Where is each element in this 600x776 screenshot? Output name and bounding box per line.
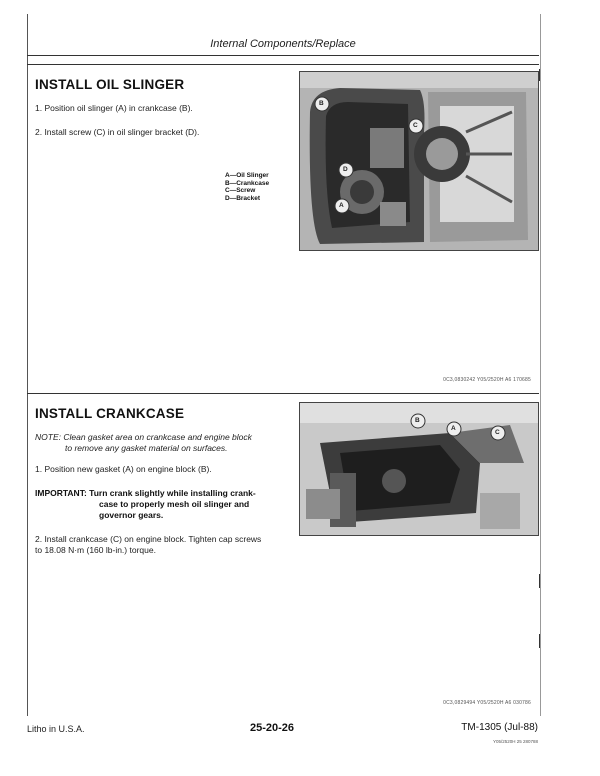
callout-c: C	[495, 429, 500, 436]
callout-b: B	[319, 100, 324, 107]
margin-tick	[539, 634, 540, 648]
section-install-crankcase	[27, 393, 539, 716]
margin-tick	[539, 69, 540, 81]
legend-item-b: B—Crankcase	[225, 179, 270, 187]
note	[35, 432, 303, 454]
section-title: INSTALL OIL SLINGER	[35, 77, 185, 92]
page-number: 25-20-26	[250, 722, 295, 734]
footer-litho: Litho in U.S.A.	[27, 724, 85, 734]
important-notice	[35, 488, 303, 521]
engine-block-photo	[299, 402, 539, 536]
section-install-oil-slinger	[27, 64, 539, 391]
figure-legend	[225, 172, 269, 202]
page-header-title: Internal Components/Replace	[210, 38, 356, 50]
footer-small-code: Y05/2520H 25 280788	[492, 739, 538, 744]
important-line-1: IMPORTANT: Turn crank slightly while installing crank-	[35, 488, 256, 498]
step-1: 1. Position new gasket (A) on engine block (B).	[35, 464, 212, 474]
section-title: INSTALL CRANKCASE	[35, 406, 185, 421]
margin-tick	[539, 574, 540, 588]
step-2-line-2: to 18.08 N·m (160 lb-in.) torque.	[35, 545, 156, 555]
note-line-2: to remove any gasket material on surfaces.	[65, 443, 228, 453]
callout-a: A	[451, 425, 456, 432]
legend-item-c: C—Screw	[225, 187, 256, 194]
step-1: 1. Position oil slinger (A) in crankcase (B).	[35, 103, 193, 113]
important-line-3: governor gears.	[99, 510, 164, 520]
callout-b: B	[415, 417, 420, 424]
manual-code: TM-1305 (Jul-88)	[461, 722, 538, 733]
step-2: 2. Install screw (C) in oil slinger bracket (D).	[35, 127, 200, 137]
legend-item-a: A—Oil Slinger	[225, 172, 269, 179]
step-2	[35, 534, 261, 556]
header-rule	[27, 55, 539, 56]
step-2-line-1: 2. Install crankcase (C) on engine block. Tighten cap screws	[35, 534, 262, 544]
callout-d: D	[343, 166, 348, 173]
callout-c: C	[413, 122, 418, 129]
callout-a: A	[339, 202, 344, 209]
important-line-2: case to properly mesh oil slinger and	[99, 499, 250, 509]
crankcase-photo	[299, 71, 539, 251]
note-line-1: NOTE: Clean gasket area on crankcase and engine block	[35, 432, 252, 442]
legend-item-d: D—Bracket	[225, 194, 261, 202]
figure-code: 0C3,0830242 Y05/2520H A6 170685	[443, 377, 531, 383]
figure-code: 0C3,0829494 Y05/2520H A6 030786	[443, 700, 531, 706]
